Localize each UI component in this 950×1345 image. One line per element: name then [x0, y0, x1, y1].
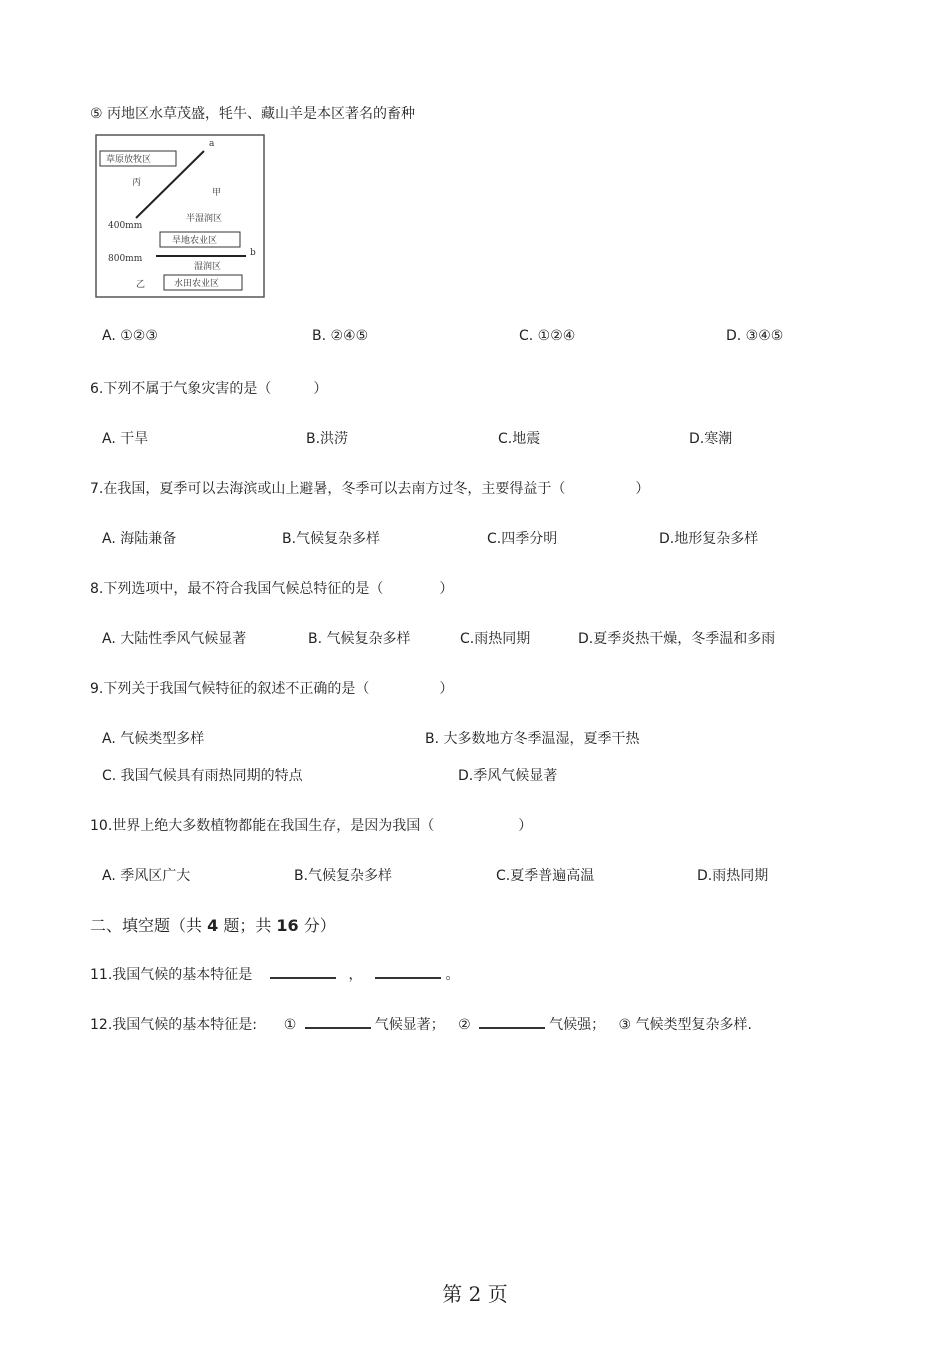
q6-stem: 6.下列不属于气象灾害的是（ ） [90, 381, 328, 397]
q5-option-a[interactable]: A. ①②③ [102, 328, 158, 344]
q8-stem: 8.下列选项中，最不符合我国气候总特征的是（ ） [90, 581, 454, 597]
label-a: a [209, 139, 215, 149]
q6-option-b[interactable]: B.洪涝 [306, 431, 349, 447]
page-footer: 第 2 页 [442, 1282, 508, 1306]
q10-option-d[interactable]: D.雨热同期 [697, 868, 769, 884]
label-dry-farm: 旱地农业区 [172, 236, 218, 246]
q7-stem: 7.在我国，夏季可以去海滨或山上避暑，冬季可以去南方过冬，主要得益于（ ） [90, 481, 650, 497]
q9-option-a[interactable]: A. 气候类型多样 [102, 731, 205, 747]
q10-option-c[interactable]: C.夏季普遍高温 [496, 868, 595, 884]
q9-stem: 9.下列关于我国气候特征的叙述不正确的是（ ） [90, 681, 454, 697]
label-800mm: 800mm [108, 254, 143, 264]
label-semi-humid: 半湿润区 [186, 214, 223, 224]
label-400mm: 400mm [108, 221, 143, 231]
q11-blank-2[interactable] [375, 965, 441, 979]
q7-option-c[interactable]: C.四季分明 [487, 531, 558, 547]
q8-option-a[interactable]: A. 大陆性季风气候显著 [102, 631, 247, 647]
label-b: b [250, 248, 256, 258]
q12-blank-1[interactable] [305, 1015, 371, 1029]
climate-agriculture-map [94, 133, 266, 299]
q9-option-c[interactable]: C. 我国气候具有雨热同期的特点 [102, 768, 303, 784]
q8-option-d[interactable]: D.夏季炎热干燥，冬季温和多雨 [578, 631, 776, 647]
q6-option-a[interactable]: A. 干旱 [102, 431, 149, 447]
label-yi: 乙 [136, 280, 146, 290]
q6-option-d[interactable]: D.寒潮 [689, 431, 733, 447]
q9-option-b[interactable]: B. 大多数地方冬季温湿，夏季干热 [425, 731, 640, 747]
q9-option-d[interactable]: D.季风气候显著 [458, 768, 558, 784]
q7-option-b[interactable]: B.气候复杂多样 [282, 531, 381, 547]
q8-option-c[interactable]: C.雨热同期 [460, 631, 531, 647]
q10-option-b[interactable]: B.气候复杂多样 [294, 868, 393, 884]
q11-blank-1[interactable] [270, 965, 336, 979]
label-jia: 甲 [212, 188, 222, 198]
q10-stem: 10.世界上绝大多数植物都能在我国生存，是因为我国（ ） [90, 818, 533, 834]
label-humid: 湿润区 [194, 262, 222, 272]
q5-option-d[interactable]: D. ③④⑤ [726, 328, 784, 344]
q8-option-b[interactable]: B. 气候复杂多样 [308, 631, 411, 647]
q5-item-5: ⑤ 丙地区水草茂盛，牦牛、藏山羊是本区著名的畜种 [90, 106, 415, 122]
q11: 11.我国气候的基本特征是 ， 。 [90, 967, 460, 983]
q7-option-d[interactable]: D.地形复杂多样 [659, 531, 759, 547]
q12-blank-2[interactable] [479, 1015, 545, 1029]
q5-option-c[interactable]: C. ①②④ [519, 328, 576, 344]
label-bing: 丙 [132, 178, 142, 188]
q7-option-a[interactable]: A. 海陆兼备 [102, 531, 177, 547]
q6-option-c[interactable]: C.地震 [498, 431, 541, 447]
q5-option-b[interactable]: B. ②④⑤ [312, 328, 369, 344]
label-paddy: 水田农业区 [174, 279, 220, 289]
label-grassland: 草原放牧区 [106, 155, 152, 165]
section-2-heading: 二、填空题（共 4 题；共 16 分） [90, 916, 336, 935]
q10-option-a[interactable]: A. 季风区广大 [102, 868, 191, 884]
q12: 12.我国气候的基本特征是: ① 气候显著； ② 气候强； ③ 气候类型复杂多样. [90, 1017, 752, 1033]
